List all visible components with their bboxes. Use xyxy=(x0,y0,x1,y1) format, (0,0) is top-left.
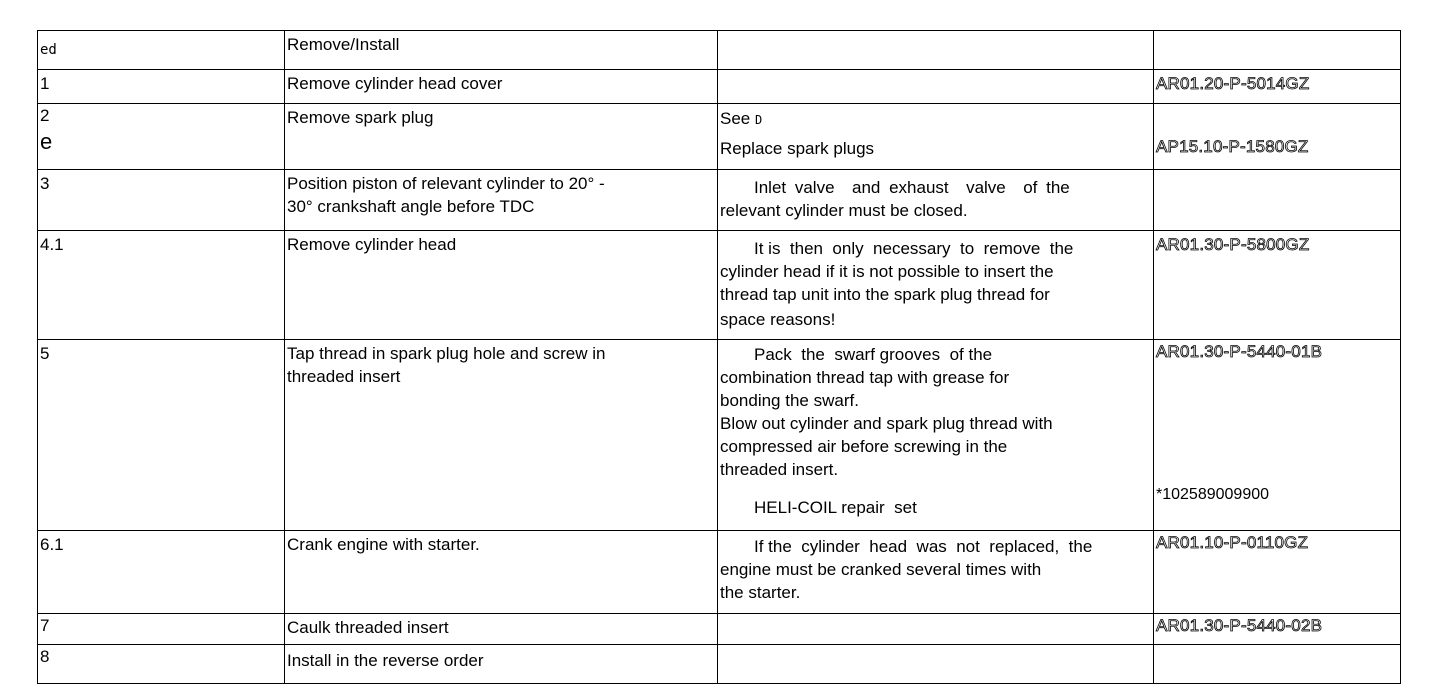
reference-link[interactable]: AR01.20-P-5014GZ xyxy=(1156,74,1310,93)
table-row xyxy=(38,340,1401,531)
step-reference xyxy=(1154,231,1401,340)
see-reference-title[interactable]: Replace spark plugs xyxy=(720,139,875,158)
step-number xyxy=(38,70,285,104)
step-action xyxy=(285,531,718,614)
step-note xyxy=(718,531,1154,614)
step-note xyxy=(718,70,1154,104)
step-reference xyxy=(1154,170,1401,231)
table-row xyxy=(38,70,1401,104)
procedure-table xyxy=(37,30,1401,684)
step-note-line: relevant cylinder must be closed. xyxy=(720,201,968,220)
step-note xyxy=(718,170,1154,231)
table-row xyxy=(38,531,1401,614)
step-reference xyxy=(1154,70,1401,104)
step-reference xyxy=(1154,531,1401,614)
part-number: *102589009900 xyxy=(1156,486,1270,503)
step-number-text: 8 xyxy=(40,647,50,666)
header-col4 xyxy=(1154,31,1401,70)
step-action-line: Position piston of relevant cylinder to 20° - xyxy=(287,174,605,193)
header-col1 xyxy=(38,31,285,70)
step-action-line: 30° crankshaft angle before TDC xyxy=(287,197,535,216)
step-number-text: 4.1 xyxy=(40,235,64,254)
step-action-text: Caulk threaded insert xyxy=(287,618,449,637)
step-reference xyxy=(1154,614,1401,645)
step-note xyxy=(718,231,1154,340)
step-action xyxy=(285,231,718,340)
step-note-line: cylinder head if it is not possible to insert the xyxy=(720,262,1054,281)
step-note xyxy=(718,104,1154,170)
repair-set-label: HELI-COIL repair set xyxy=(754,498,917,517)
header-col1-text: ed xyxy=(40,42,57,58)
step-note-line: It is then only necessary to remove the xyxy=(754,239,1074,258)
step-action xyxy=(285,340,718,531)
step-note-line: space reasons! xyxy=(720,310,836,329)
step-note-line: If the cylinder head was not replaced, the xyxy=(754,537,1093,556)
step-note-line: bonding the swarf. xyxy=(720,391,859,410)
step-number-text: 2 xyxy=(40,106,50,125)
step-number xyxy=(38,531,285,614)
step-action-line: Tap thread in spark plug hole and screw in xyxy=(287,344,606,363)
step-note-line: combination thread tap with grease for xyxy=(720,368,1010,387)
step-action xyxy=(285,70,718,104)
step-reference xyxy=(1154,104,1401,170)
step-number xyxy=(38,231,285,340)
reference-link[interactable]: AR01.30-P-5440-01B xyxy=(1156,342,1323,361)
reference-link[interactable]: AR01.10-P-0110GZ xyxy=(1156,533,1309,552)
table-row xyxy=(38,614,1401,645)
reference-link[interactable]: AR01.30-P-5440-02B xyxy=(1156,616,1323,635)
header-col3 xyxy=(718,31,1154,70)
step-note-line: engine must be cranked several times with xyxy=(720,560,1042,579)
step-note-line: Blow out cylinder and spark plug thread with xyxy=(720,414,1053,433)
step-note-line: compressed air before screwing in the xyxy=(720,437,1008,456)
reference-link[interactable]: AP15.10-P-1580GZ xyxy=(1156,137,1309,156)
step-action xyxy=(285,170,718,231)
step-note-line: the starter. xyxy=(720,583,801,602)
header-col2-text: Remove/Install xyxy=(287,35,400,54)
step-action-text: Crank engine with starter. xyxy=(287,535,480,554)
step-action-text: Remove cylinder head cover xyxy=(287,74,503,93)
see-reference xyxy=(720,107,1153,132)
step-action xyxy=(285,614,718,645)
step-number xyxy=(38,340,285,531)
step-note-line: Pack the swarf grooves of the xyxy=(754,345,993,364)
step-number-text: 7 xyxy=(40,616,50,635)
step-action-line: threaded insert xyxy=(287,367,401,386)
step-reference xyxy=(1154,645,1401,684)
step-number xyxy=(38,170,285,231)
step-note-line: thread tap unit into the spark plug thread for xyxy=(720,285,1050,304)
step-number-text: 3 xyxy=(40,174,50,193)
step-number-text: 6.1 xyxy=(40,535,64,554)
step-extra-glyph: e xyxy=(40,129,53,154)
table-row xyxy=(38,104,1401,170)
table-row xyxy=(38,170,1401,231)
table-row xyxy=(38,645,1401,684)
step-action-text: Install in the reverse order xyxy=(287,651,484,670)
step-number xyxy=(38,104,285,170)
step-action-text: Remove spark plug xyxy=(287,108,434,127)
step-number xyxy=(38,614,285,645)
header-col2 xyxy=(285,31,718,70)
step-number-text: 1 xyxy=(40,74,50,93)
step-note-line: threaded insert. xyxy=(720,460,839,479)
step-number-text: 5 xyxy=(40,344,50,363)
table-header-row xyxy=(38,31,1401,70)
step-reference xyxy=(1154,340,1401,531)
step-note-line: Inlet valve and exhaust valve of the xyxy=(754,178,1070,197)
see-label: See xyxy=(720,109,751,128)
step-note xyxy=(718,645,1154,684)
step-number xyxy=(38,645,285,684)
step-note xyxy=(718,340,1154,531)
document-icon[interactable]: D xyxy=(754,113,763,127)
step-action xyxy=(285,645,718,684)
reference-link[interactable]: AR01.30-P-5800GZ xyxy=(1156,235,1310,254)
step-note xyxy=(718,614,1154,645)
table-row xyxy=(38,231,1401,340)
step-action xyxy=(285,104,718,170)
step-action-text: Remove cylinder head xyxy=(287,235,457,254)
